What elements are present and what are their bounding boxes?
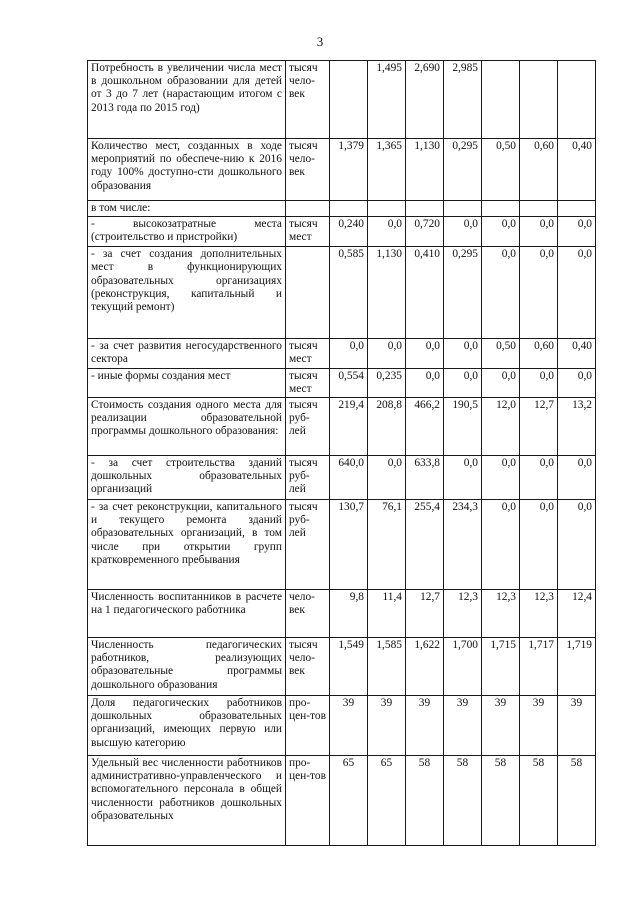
value-cell: 58 <box>558 756 596 846</box>
indicator-cell: в том числе: <box>88 201 286 217</box>
value-cell: 1,365 <box>368 139 406 201</box>
value-cell: 0,60 <box>520 339 558 368</box>
value-cell: 0,240 <box>330 217 368 247</box>
value-cell: 0,720 <box>406 217 444 247</box>
value-cell: 0,0 <box>444 456 482 500</box>
value-cell: 0,0 <box>482 217 520 247</box>
value-cell: 633,8 <box>406 456 444 500</box>
value-cell <box>444 201 482 217</box>
value-cell: 0,0 <box>520 368 558 397</box>
indicator-cell: - за счет развития негосударственного сектора <box>88 339 286 368</box>
value-cell: 219,4 <box>330 398 368 456</box>
value-cell: 39 <box>330 696 368 756</box>
value-cell: 0,0 <box>558 247 596 339</box>
value-cell <box>330 201 368 217</box>
value-cell: 1,130 <box>368 247 406 339</box>
unit-cell: тысяч руб-лей <box>286 500 330 590</box>
value-cell: 12,4 <box>558 590 596 638</box>
unit-cell: тысяч мест <box>286 368 330 397</box>
unit-cell: чело-век <box>286 590 330 638</box>
value-cell: 12,3 <box>520 590 558 638</box>
unit-cell: тысяч чело-век <box>286 61 330 139</box>
indicators-table <box>87 60 596 846</box>
value-cell: 58 <box>520 756 558 846</box>
value-cell: 13,2 <box>558 398 596 456</box>
unit-cell: про-цен-тов <box>286 696 330 756</box>
value-cell: 1,549 <box>330 638 368 696</box>
value-cell: 0,585 <box>330 247 368 339</box>
value-cell: 39 <box>406 696 444 756</box>
indicator-cell: - за счет создания дополнительных мест в функционирующих образовательных организациях (реконструкция, капитальный и текущий ремонт) <box>88 247 286 339</box>
value-cell <box>368 201 406 217</box>
value-cell: 0,40 <box>558 139 596 201</box>
table-row <box>88 201 596 217</box>
value-cell: 0,0 <box>444 339 482 368</box>
value-cell: 0,0 <box>330 339 368 368</box>
value-cell: 0,235 <box>368 368 406 397</box>
value-cell: 65 <box>330 756 368 846</box>
value-cell: 0,0 <box>406 339 444 368</box>
table-row <box>88 696 596 756</box>
value-cell: 0,50 <box>482 339 520 368</box>
value-cell: 466,2 <box>406 398 444 456</box>
unit-cell: тысяч руб-лей <box>286 398 330 456</box>
table-row <box>88 217 596 247</box>
value-cell <box>520 61 558 139</box>
value-cell: 190,5 <box>444 398 482 456</box>
value-cell: 1,379 <box>330 139 368 201</box>
unit-cell <box>286 201 330 217</box>
indicator-cell: Удельный вес численности работников административно-управленческого и вспомогательного персонала в общей численности работников дошкольных образовательных <box>88 756 286 846</box>
value-cell: 39 <box>520 696 558 756</box>
value-cell: 1,700 <box>444 638 482 696</box>
value-cell <box>330 61 368 139</box>
table-row <box>88 61 596 139</box>
value-cell: 39 <box>558 696 596 756</box>
indicator-cell: Количество мест, созданных в ходе мероприятий по обеспече-нию к 2016 году 100% доступно-сти дошкольного образования <box>88 139 286 201</box>
table-row <box>88 590 596 638</box>
value-cell: 1,719 <box>558 638 596 696</box>
value-cell: 12,3 <box>482 590 520 638</box>
value-cell: 255,4 <box>406 500 444 590</box>
value-cell: 0,0 <box>482 456 520 500</box>
value-cell: 12,0 <box>482 398 520 456</box>
unit-cell <box>286 247 330 339</box>
value-cell: 1,495 <box>368 61 406 139</box>
table-row <box>88 456 596 500</box>
value-cell: 39 <box>368 696 406 756</box>
value-cell: 0,50 <box>482 139 520 201</box>
table-row <box>88 398 596 456</box>
value-cell: 9,8 <box>330 590 368 638</box>
value-cell: 12,3 <box>444 590 482 638</box>
indicator-cell: Численность педагогических работников, реализующих образовательные программы дошкольного образования <box>88 638 286 696</box>
value-cell: 0,0 <box>520 500 558 590</box>
indicator-cell: Стоимость создания одного места для реализации образовательной программы дошкольного образования: <box>88 398 286 456</box>
value-cell: 0,295 <box>444 247 482 339</box>
unit-cell: тысяч мест <box>286 217 330 247</box>
value-cell: 234,3 <box>444 500 482 590</box>
table-row <box>88 247 596 339</box>
value-cell: 0,0 <box>558 368 596 397</box>
table-row <box>88 638 596 696</box>
table-row <box>88 500 596 590</box>
value-cell: 1,585 <box>368 638 406 696</box>
value-cell: 640,0 <box>330 456 368 500</box>
value-cell: 76,1 <box>368 500 406 590</box>
value-cell: 0,0 <box>406 368 444 397</box>
value-cell: 1,130 <box>406 139 444 201</box>
value-cell: 0,0 <box>558 500 596 590</box>
value-cell: 12,7 <box>520 398 558 456</box>
value-cell: 208,8 <box>368 398 406 456</box>
indicator-cell: Численность воспитанников в расчете на 1 педагогического работника <box>88 590 286 638</box>
table-row <box>88 756 596 846</box>
value-cell: 0,0 <box>482 368 520 397</box>
unit-cell: тысяч чело-век <box>286 139 330 201</box>
value-cell: 65 <box>368 756 406 846</box>
value-cell: 1,622 <box>406 638 444 696</box>
value-cell: 0,0 <box>520 456 558 500</box>
value-cell: 12,7 <box>406 590 444 638</box>
indicator-cell: - иные формы создания мест <box>88 368 286 397</box>
value-cell: 0,0 <box>482 500 520 590</box>
value-cell: 11,4 <box>368 590 406 638</box>
value-cell <box>482 201 520 217</box>
value-cell: 0,0 <box>368 456 406 500</box>
unit-cell: про-цен-тов <box>286 756 330 846</box>
unit-cell: тысяч мест <box>286 339 330 368</box>
indicator-cell: - высокозатратные места (строительство и пристройки) <box>88 217 286 247</box>
value-cell: 0,0 <box>558 456 596 500</box>
value-cell: 58 <box>482 756 520 846</box>
value-cell <box>406 201 444 217</box>
indicator-cell: Доля педагогических работников дошкольных образовательных организаций, имеющих первую или высшую категорию <box>88 696 286 756</box>
unit-cell: тысяч чело-век <box>286 638 330 696</box>
value-cell <box>520 201 558 217</box>
value-cell: 2,690 <box>406 61 444 139</box>
value-cell: 39 <box>444 696 482 756</box>
value-cell: 2,985 <box>444 61 482 139</box>
value-cell: 0,0 <box>520 217 558 247</box>
indicator-cell: Потребность в увеличении числа мест в дошкольном образовании для детей от 3 до 7 лет (нарастающим итогом с 2013 года по 2015 год) <box>88 61 286 139</box>
table-row <box>88 139 596 201</box>
value-cell: 0,295 <box>444 139 482 201</box>
value-cell <box>558 201 596 217</box>
value-cell: 39 <box>482 696 520 756</box>
value-cell: 0,0 <box>558 217 596 247</box>
value-cell: 0,0 <box>482 247 520 339</box>
value-cell: 0,0 <box>520 247 558 339</box>
value-cell: 0,410 <box>406 247 444 339</box>
value-cell: 0,554 <box>330 368 368 397</box>
value-cell: 58 <box>444 756 482 846</box>
value-cell <box>558 61 596 139</box>
value-cell <box>482 61 520 139</box>
value-cell: 0,0 <box>444 368 482 397</box>
value-cell: 1,715 <box>482 638 520 696</box>
unit-cell: тысяч руб-лей <box>286 456 330 500</box>
table-row <box>88 368 596 397</box>
value-cell: 1,717 <box>520 638 558 696</box>
value-cell: 0,0 <box>444 217 482 247</box>
value-cell: 0,0 <box>368 339 406 368</box>
value-cell: 0,40 <box>558 339 596 368</box>
page-number: 3 <box>316 34 324 49</box>
table-row <box>88 339 596 368</box>
value-cell: 58 <box>406 756 444 846</box>
value-cell: 130,7 <box>330 500 368 590</box>
value-cell: 0,60 <box>520 139 558 201</box>
value-cell: 0,0 <box>368 217 406 247</box>
indicator-cell: - за счет строительства зданий дошкольных образовательных организаций <box>88 456 286 500</box>
indicator-cell: - за счет реконструкции, капитального и текущего ремонта зданий образовательных организаций, в том числе при открытии групп кратковременного пребывания <box>88 500 286 590</box>
